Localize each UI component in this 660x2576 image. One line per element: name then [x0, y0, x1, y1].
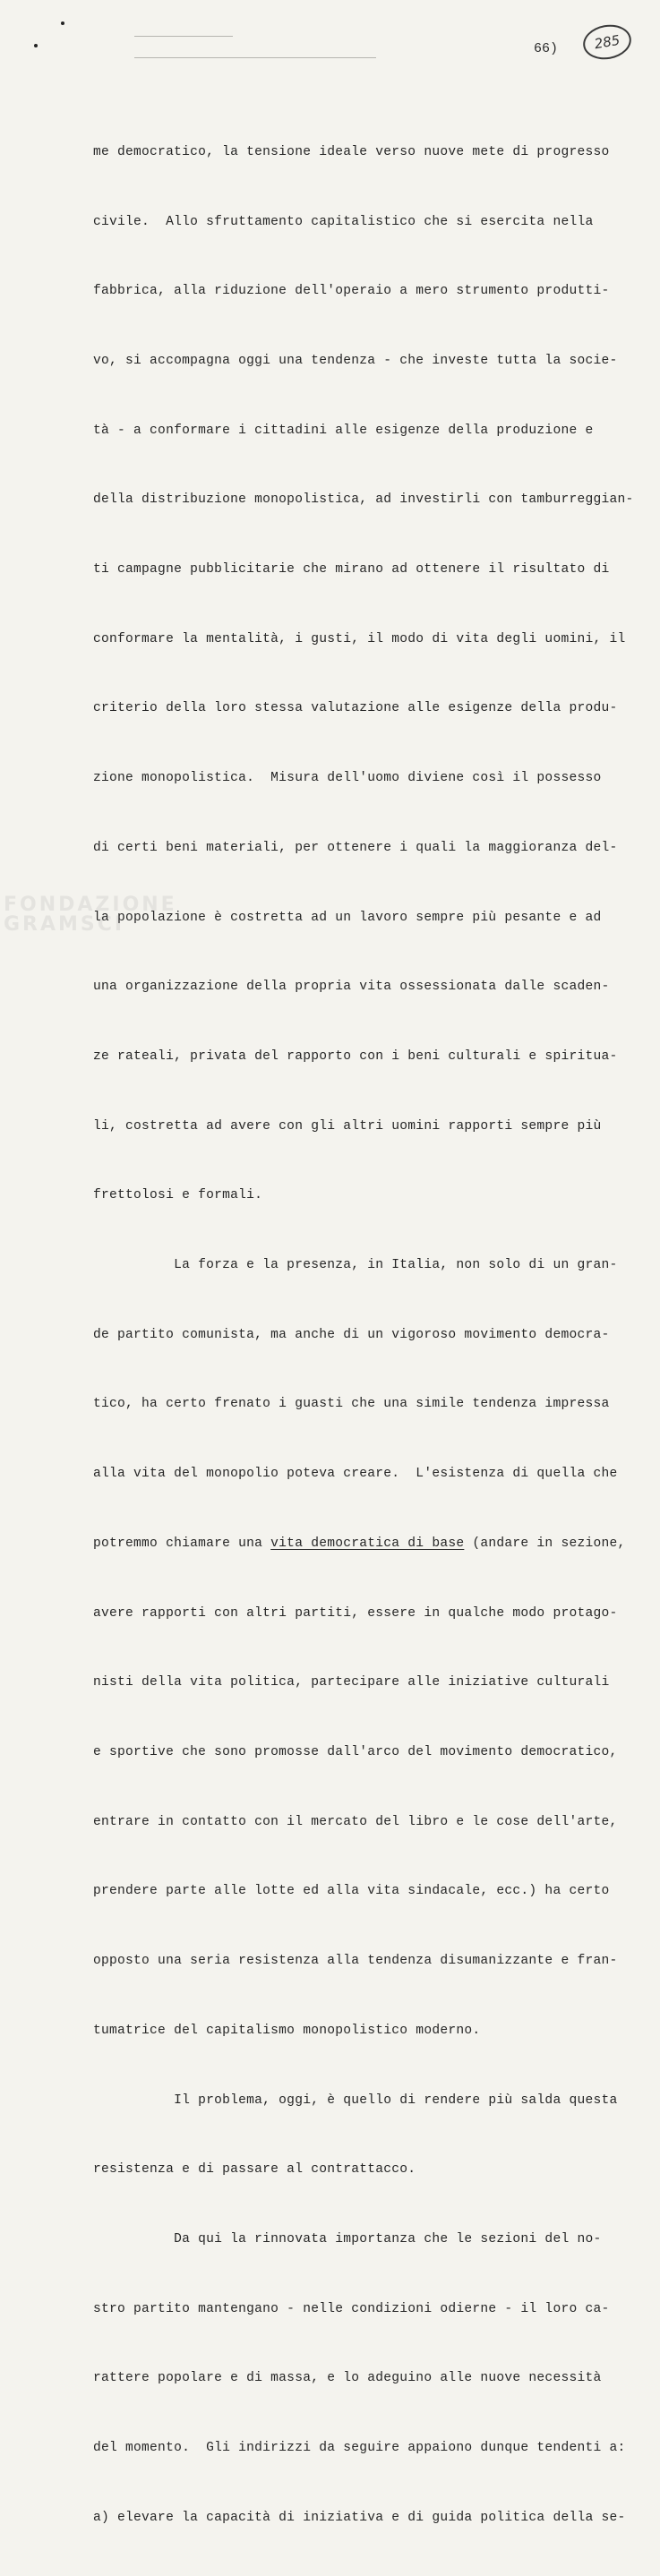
text-line: vo, si accompagna oggi una tendenza - che investe tutta la socie- — [93, 353, 618, 368]
faded-header-mark — [134, 36, 233, 37]
text-line: La forza e la presenza, in Italia, non solo di un gran- — [93, 1258, 618, 1273]
text-line: prendere parte alle lotte ed alla vita sindacale, ecc.) ha certo — [93, 1884, 610, 1899]
text-line: alla vita del monopolio poteva creare. L'esistenza di quella che — [93, 1467, 618, 1482]
text-line: stro partito mantengano - nelle condizioni odierne - il loro ca- — [93, 2301, 610, 2316]
text-line: conformare la mentalità, i gusti, il modo di vita degli uomini, il — [93, 631, 626, 646]
margin-dot — [61, 21, 64, 25]
text-segment: (andare in sezione, — [464, 1536, 626, 1551]
text-segment: potremmo chiamare una — [93, 1536, 271, 1551]
text-line: rattere popolare e di massa, e lo adeguino alle nuove necessità — [93, 2371, 602, 2386]
text-line: frettolosi e formali. — [93, 1188, 263, 1203]
watermark-line: FONDAZIONE — [4, 894, 177, 916]
text-line: di certi beni materiali, per ottenere i quali la maggioranza del- — [93, 840, 618, 855]
text-line: ti campagne pubblicitarie che mirano ad ottenere il risultato di — [93, 562, 610, 578]
text-line: zione monopolistica. Misura dell'uomo diviene così il possesso — [93, 771, 602, 786]
margin-dot — [34, 44, 38, 47]
archive-stamp: 285 — [580, 21, 634, 64]
underlined-phrase: vita democratica di base — [270, 1536, 465, 1551]
text-line — [93, 1533, 630, 1556]
text-line: civile. Allo sfruttamento capitalistico che si esercita nella — [93, 214, 594, 229]
text-line: entrare in contatto con il mercato del libro e le cose dell'arte, — [93, 1814, 618, 1829]
watermark-line: GRAMSCI — [4, 913, 125, 936]
text-line: una organizzazione della propria vita ossessionata dalle scaden- — [93, 980, 610, 995]
text-line: tico, ha certo frenato i guasti che una simile tendenza impressa — [93, 1397, 610, 1412]
text-line: li, costretta ad avere con gli altri uomini rapporti sempre più — [93, 1118, 602, 1134]
text-line: del momento. Gli indirizzi da seguire appaiono dunque tendenti a: — [93, 2441, 626, 2456]
text-line: nisti della vita politica, partecipare alle iniziative culturali — [93, 1675, 610, 1690]
text-line: me democratico, la tensione ideale verso nuove mete di progresso — [93, 144, 610, 159]
text-line: fabbrica, alla riduzione dell'operaio a mero strumento produtti- — [93, 284, 610, 299]
text-line: opposto una seria resistenza alla tendenza disumanizzante e fran- — [93, 1954, 618, 1969]
text-line: a) elevare la capacità di iniziativa e di guida politica della se- — [93, 2510, 626, 2525]
text-line: la popolazione è costretta ad un lavoro sempre più pesante e ad — [93, 910, 602, 925]
text-line: criterio della loro stessa valutazione alle esigenze della produ- — [93, 701, 618, 716]
text-line: Il problema, oggi, è quello di rendere più salda questa — [93, 2092, 618, 2108]
text-line: de partito comunista, ma anche di un vigoroso movimento democra- — [93, 1327, 610, 1342]
text-line: della distribuzione monopolistica, ad investirli con tamburreggian- — [93, 492, 634, 508]
faded-header-mark — [134, 57, 376, 58]
text-line: Da qui la rinnovata importanza che le sezioni del no- — [93, 2231, 602, 2247]
page-number: 66) — [534, 41, 559, 56]
body-text — [93, 95, 634, 2576]
text-line: resistenza e di passare al contrattacco. — [93, 2162, 416, 2178]
text-line: tà - a conformare i cittadini alle esigenze della produzione e — [93, 423, 594, 438]
text-line: avere rapporti con altri partiti, essere in qualche modo protago- — [93, 1605, 618, 1621]
text-line: tumatrice del capitalismo monopolistico moderno. — [93, 2023, 481, 2038]
watermark — [4, 895, 177, 935]
text-line: e sportive che sono promosse dall'arco del movimento democratico, — [93, 1744, 618, 1759]
text-line: ze rateali, privata del rapporto con i beni culturali e spiritua- — [93, 1048, 618, 1064]
